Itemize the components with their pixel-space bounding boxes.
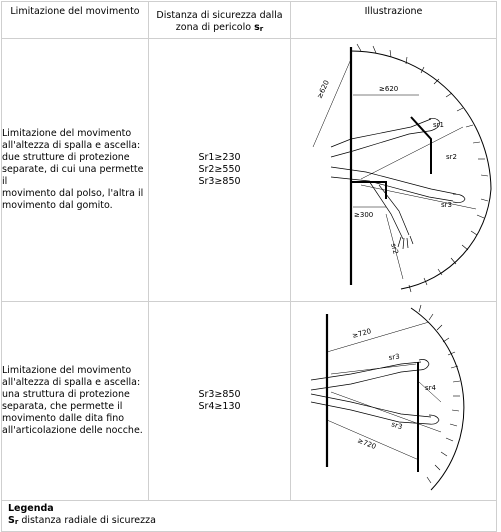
legend-text: distanza radiale di sicurezza — [18, 515, 156, 526]
dim-label-bottom-2: ≥720 — [356, 436, 378, 452]
reach-arc — [351, 51, 491, 289]
row1-distance-value: Sr1≥230 — [198, 152, 241, 163]
header-col3-text: Illustrazione — [364, 6, 423, 17]
drooping-fingers — [398, 236, 413, 249]
legend-entry — [8, 515, 490, 528]
row1-description-line: all'altezza di spalla e ascella: — [2, 140, 141, 151]
dim-label-top-2: ≥720 — [351, 327, 373, 340]
header-movement-limitation — [2, 2, 149, 39]
arm-lower-2 — [311, 394, 431, 424]
row2-description-line: movimento dalle dita fino — [2, 413, 125, 424]
row2-illustration-cell — [291, 302, 497, 501]
row1-description-line: movimento dal gomito. — [2, 200, 113, 211]
dim-line-bottom-2 — [327, 420, 419, 460]
row2-description-line: all'altezza di spalla e ascella: — [2, 377, 141, 388]
drooping-forearm — [369, 181, 409, 239]
header-col1-text: Limitazione del movimento — [10, 6, 140, 17]
row1-description-line: separate, di cui una permette — [2, 164, 144, 175]
hand-lower-2 — [429, 415, 439, 424]
row1-description-line: il — [2, 176, 8, 187]
sr3b-line — [331, 392, 441, 432]
upper-arm-outline — [331, 119, 431, 157]
label-sr2b: sr2 — [389, 242, 400, 256]
legend-sub: r — [14, 518, 19, 526]
arm-reach-illustration-1 — [291, 39, 496, 297]
label-sr3: sr3 — [441, 201, 452, 209]
row2-description-line: una struttura di protezione — [2, 389, 130, 400]
row2-description-line: separata, che permette il — [2, 401, 123, 412]
header-col2-sub: r — [259, 24, 264, 33]
legend-cell — [2, 501, 497, 532]
dim-label-top: ≥620 — [379, 85, 399, 93]
row2-distance-value: Sr4≥130 — [198, 401, 241, 412]
safety-distance-table — [1, 1, 497, 532]
dim-line-diag — [313, 59, 351, 147]
row1-description-line: Limitazione del movimento — [2, 128, 132, 139]
row1-distance-cell — [149, 39, 291, 302]
hand-upper-2 — [419, 360, 429, 371]
dim-line-top-2 — [327, 322, 429, 352]
arc-hatching — [357, 44, 488, 292]
row1-description-line: movimento dal polso, l'altra il — [2, 188, 144, 199]
header-col2-line1: Distanza di sicurezza dalla — [156, 9, 283, 21]
legend-title: Legenda — [8, 503, 54, 514]
row1-description-line: due strutture di protezione — [2, 152, 130, 163]
label-sr3b: sr3 — [390, 420, 404, 432]
dim-label-diag: ≥620 — [315, 79, 331, 100]
header-illustration — [291, 2, 497, 39]
sr3a-line — [331, 364, 416, 374]
arm-reach-illustration-2 — [291, 302, 496, 496]
label-sr3a: sr3 — [388, 352, 401, 362]
legend-symbol: S — [8, 515, 15, 526]
header-col2-line2-text: zona di pericolo — [175, 21, 252, 33]
lower-barrier — [351, 182, 386, 199]
lower-arm-outline — [331, 167, 456, 201]
label-sr4: sr4 — [425, 384, 436, 392]
table-row — [2, 302, 497, 501]
row2-description-line: Limitazione del movimento — [2, 365, 132, 376]
header-safety-distance — [149, 2, 291, 39]
sr3-line — [361, 185, 476, 209]
row2-description-line: all'articolazione delle nocche. — [2, 425, 143, 436]
table-header-row — [2, 2, 497, 39]
row1-illustration-cell — [291, 39, 497, 302]
label-sr1: sr1 — [433, 121, 444, 129]
table-row — [2, 39, 497, 302]
dim-label-bottom: ≥300 — [354, 211, 374, 219]
row1-description-cell — [2, 39, 149, 302]
header-col2-line2 — [176, 22, 263, 35]
row2-distance-cell — [149, 302, 291, 501]
label-sr2: sr2 — [446, 153, 457, 161]
row2-description-cell — [2, 302, 149, 501]
row1-distance-value: Sr3≥850 — [198, 176, 241, 187]
row2-distance-value: Sr3≥850 — [198, 389, 241, 400]
lower-hand — [453, 194, 465, 203]
row1-distance-value: Sr2≥550 — [198, 164, 241, 175]
legend-row — [2, 501, 497, 532]
header-col2-symbol: s — [254, 21, 260, 33]
